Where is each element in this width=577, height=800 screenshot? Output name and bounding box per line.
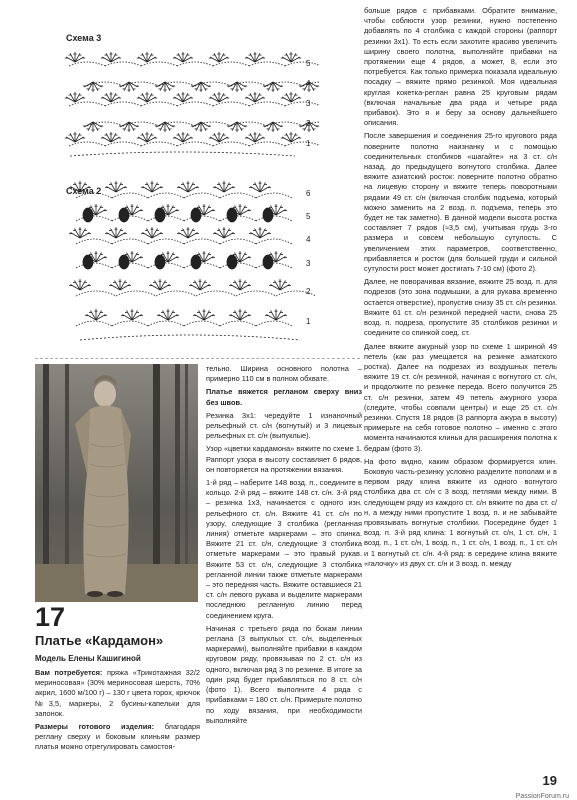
materials-paragraph bbox=[35, 668, 200, 719]
sizes-paragraph bbox=[35, 722, 200, 753]
pattern-number: 17 bbox=[35, 602, 66, 632]
mid-paragraph: тельно. Ширина основного полотна – примерно 110 см в полном обхвате. bbox=[206, 364, 362, 384]
row-number: 4 bbox=[306, 79, 311, 88]
right-paragraph: Далее вяжите ажурный узор по схеме 1 шириной 49 петель (как раз умещается на резинке азиатского ростка). Далее на подрезах из воздушных петель вяжите 19 ст. с/н резинкой, начиная с вогнутого ст. с/н, и продолжите по резинке переда. Всего получится 25 ст. с/н резинки, затем 49 петель ажурного узора (следите, чтобы совпали центры) и еще 25 ст. с/н резинки. Спустя 18 рядов (3 раппорта ажура в высоту) примерьте на себя готовое полотно – именно с этого момента начинаются клинья для расширения полотна к бедрам (фото 3). bbox=[364, 341, 557, 453]
middle-text-column bbox=[206, 364, 362, 729]
schema-3-diagram bbox=[60, 44, 320, 164]
materials-text: пряжа «Трикотажная 32/2 мериносовая» (30% мериносовая шерсть, 70% акрил, 1600 м/100 г) – 130 г цвета горох, крючок №3,5, маркеры, 2 бусины-капельки для запонок. bbox=[35, 668, 200, 718]
sizes-text: благодаря реглану сверху и боковым клиньям размер платья можно отрегулировать самостоя- bbox=[35, 722, 200, 752]
pattern-title: Платье «Кардамон» bbox=[35, 633, 164, 648]
mid-paragraph: Начиная с третьего ряда по бокам линии реглана (3 выпуклых ст. с/н, выделенных маркерами), выполняйте прибавки в каждом круговом ряду, провязывая по 2 ст. с/н из одного, включая ряд 3 по резинке. В итоге за один ряд будет прибавляться по 8 ст. с/н (фото 1). Всего выполните 4 ряда с прибавками = 180 ст. с/н. Примерьте полотно по ходу вязания, при необходимости выполняйте bbox=[206, 623, 362, 725]
model-photo bbox=[35, 364, 198, 602]
row-number: 3 bbox=[306, 99, 311, 108]
mid-paragraph: 1-й ряд – наберите 148 возд. п., соедините в кольцо. 2-й ряд – вяжите 148 ст. с/н. 3-й ряд – резинка 1x3, начинается с одного изн. рельефного ст. с/н. Вяжите 41 ст. с/н по узору, следующие 3 столбика (регланная линия) отметьте маркерами – это спинка. Вяжите 21 ст. с/н, следующие 3 столбика отметьте маркерами – это правый рукав. Вяжите 53 ст. с/н, следующие 3 столбика регланной линии также отметьте маркерами – это передняя часть. Вяжите оставшиеся 21 ст. с/н левого рукава и выделите маркерами последнюю регланную линию перед соединением круга. bbox=[206, 478, 362, 620]
right-paragraph: На фото видно, каким образом формируется клин. Боковую часть-резинку условно разделите пополам и в первом ряду клина вяжите из одного вогнутого столбика два ст. с/н с 3 возд. петлями между ними. В следующем ряду из каждого ст. с/н вяжите по два ст. с/н, а между ними пропустите 1 возд. п. и не забывайте провязывать вогнутые столбики. Посередине будет 1 возд. п. 3-й ряд клина: 1 вогнутый ст. с/н, 1 ст. с/н, 1 возд. п., 1 ст. с/н, 1 возд. п., 1 ст. с/н, 1 возд. п., 1 ст. с/н и 1 вогнутый ст. с/н. 4-й ряд: в середине клина вяжите «галочку» из двух ст. с/н и 3 возд. п. между bbox=[364, 456, 557, 568]
section-divider bbox=[35, 358, 360, 359]
row-number: 5 bbox=[306, 212, 311, 221]
right-text-column bbox=[364, 6, 557, 572]
model-author: Модель Елены Кашигиной bbox=[35, 654, 141, 663]
row-number: 1 bbox=[306, 139, 311, 148]
right-paragraph: Далее, не поворачивая вязание, вяжите 25 возд. п. для подрезов (это зона подмышки, а для рукава временно остается отверстие), пропустив снизу 35 ст. с/н резинки. Вяжите 61 ст. с/н резинкой передней части, снова 25 возд. п. подреза, пропустите 35 столбиков резинки и соедините со спинкой соед. ст. bbox=[364, 277, 557, 338]
watermark: PassionForum.ru bbox=[515, 793, 569, 800]
schema-3-label: Схема 3 bbox=[66, 33, 102, 43]
row-number: 2 bbox=[306, 287, 311, 296]
materials-label: Вам потребуется: bbox=[35, 668, 103, 677]
row-number: 5 bbox=[306, 59, 311, 68]
row-number: 3 bbox=[306, 259, 311, 268]
mid-paragraph: Платье вяжется регланом сверху вниз без швов. bbox=[206, 387, 362, 407]
page-number: 19 bbox=[542, 773, 557, 788]
sizes-label: Размеры готового изделия: bbox=[35, 722, 155, 732]
schema-2-diagram bbox=[60, 180, 320, 350]
schema-2-label: Схема 2 bbox=[66, 186, 102, 196]
mid-paragraph: Резинка 3x1: чередуйте 1 изнаночный рельефный ст. с/н (вогнутый) и 3 лицевых рельефных ст. с/н (выпуклые). bbox=[206, 410, 362, 441]
row-number: 4 bbox=[306, 235, 311, 244]
row-number: 6 bbox=[306, 189, 311, 198]
right-paragraph: больше рядов с прибавками. Обратите внимание, чтобы соблюсти узор резинки, нужно постепенно добавлять по 4 столбика с каждой стороны (раппорт резинки 3x1). То есть если захотите красиво увеличить ширину своего полотна, выполняйте прибавки на протяжении еще 4 рядов, а может, 8, если это потребуется. Как только примерка показала идеальную посадку – вяжите прямо резинкой. Моя идеальная круглая кокетка-реглан равна 25 круговым рядам (включая начальные два ряда и четыре ряда прибавок). Это я и беру за основу дальнейшего описания. bbox=[364, 6, 557, 128]
materials-block bbox=[35, 668, 200, 756]
mid-paragraph: Узор «цветки кардамона» вяжите по схеме 1. Раппорт узора в высоту составляет 6 рядов, он повторяется на протяжении вязания. bbox=[206, 444, 362, 474]
right-paragraph: После завершения и соединения 25-го кругового ряда поверните полотно наизнанку и с помощью соединительных столбиков «шагайте» на 3 ст. с/н назад, до предыдущего вогнутого столбика. Далее вяжите азиатский росток: поверните полотно обратно на лицевую сторону и вяжите теперь поворотными рядами 49 ст. с/н (включая столбик подъема, который можно заменить на 2 возд. п. подъема, теперь это будет не так заметно). В данной модели высота ростка составляет 7 рядов (≈3,5 см), учитывая грудь 3-го размера и совсем небольшую сутулость. С увеличением этих параметров, соответственно, прибавляется и росток (для большей груди и сильной сутулости рост может достигать 7-10 см) (фото 2). bbox=[364, 131, 557, 274]
row-number: 2 bbox=[306, 119, 311, 128]
row-number: 1 bbox=[306, 317, 311, 326]
